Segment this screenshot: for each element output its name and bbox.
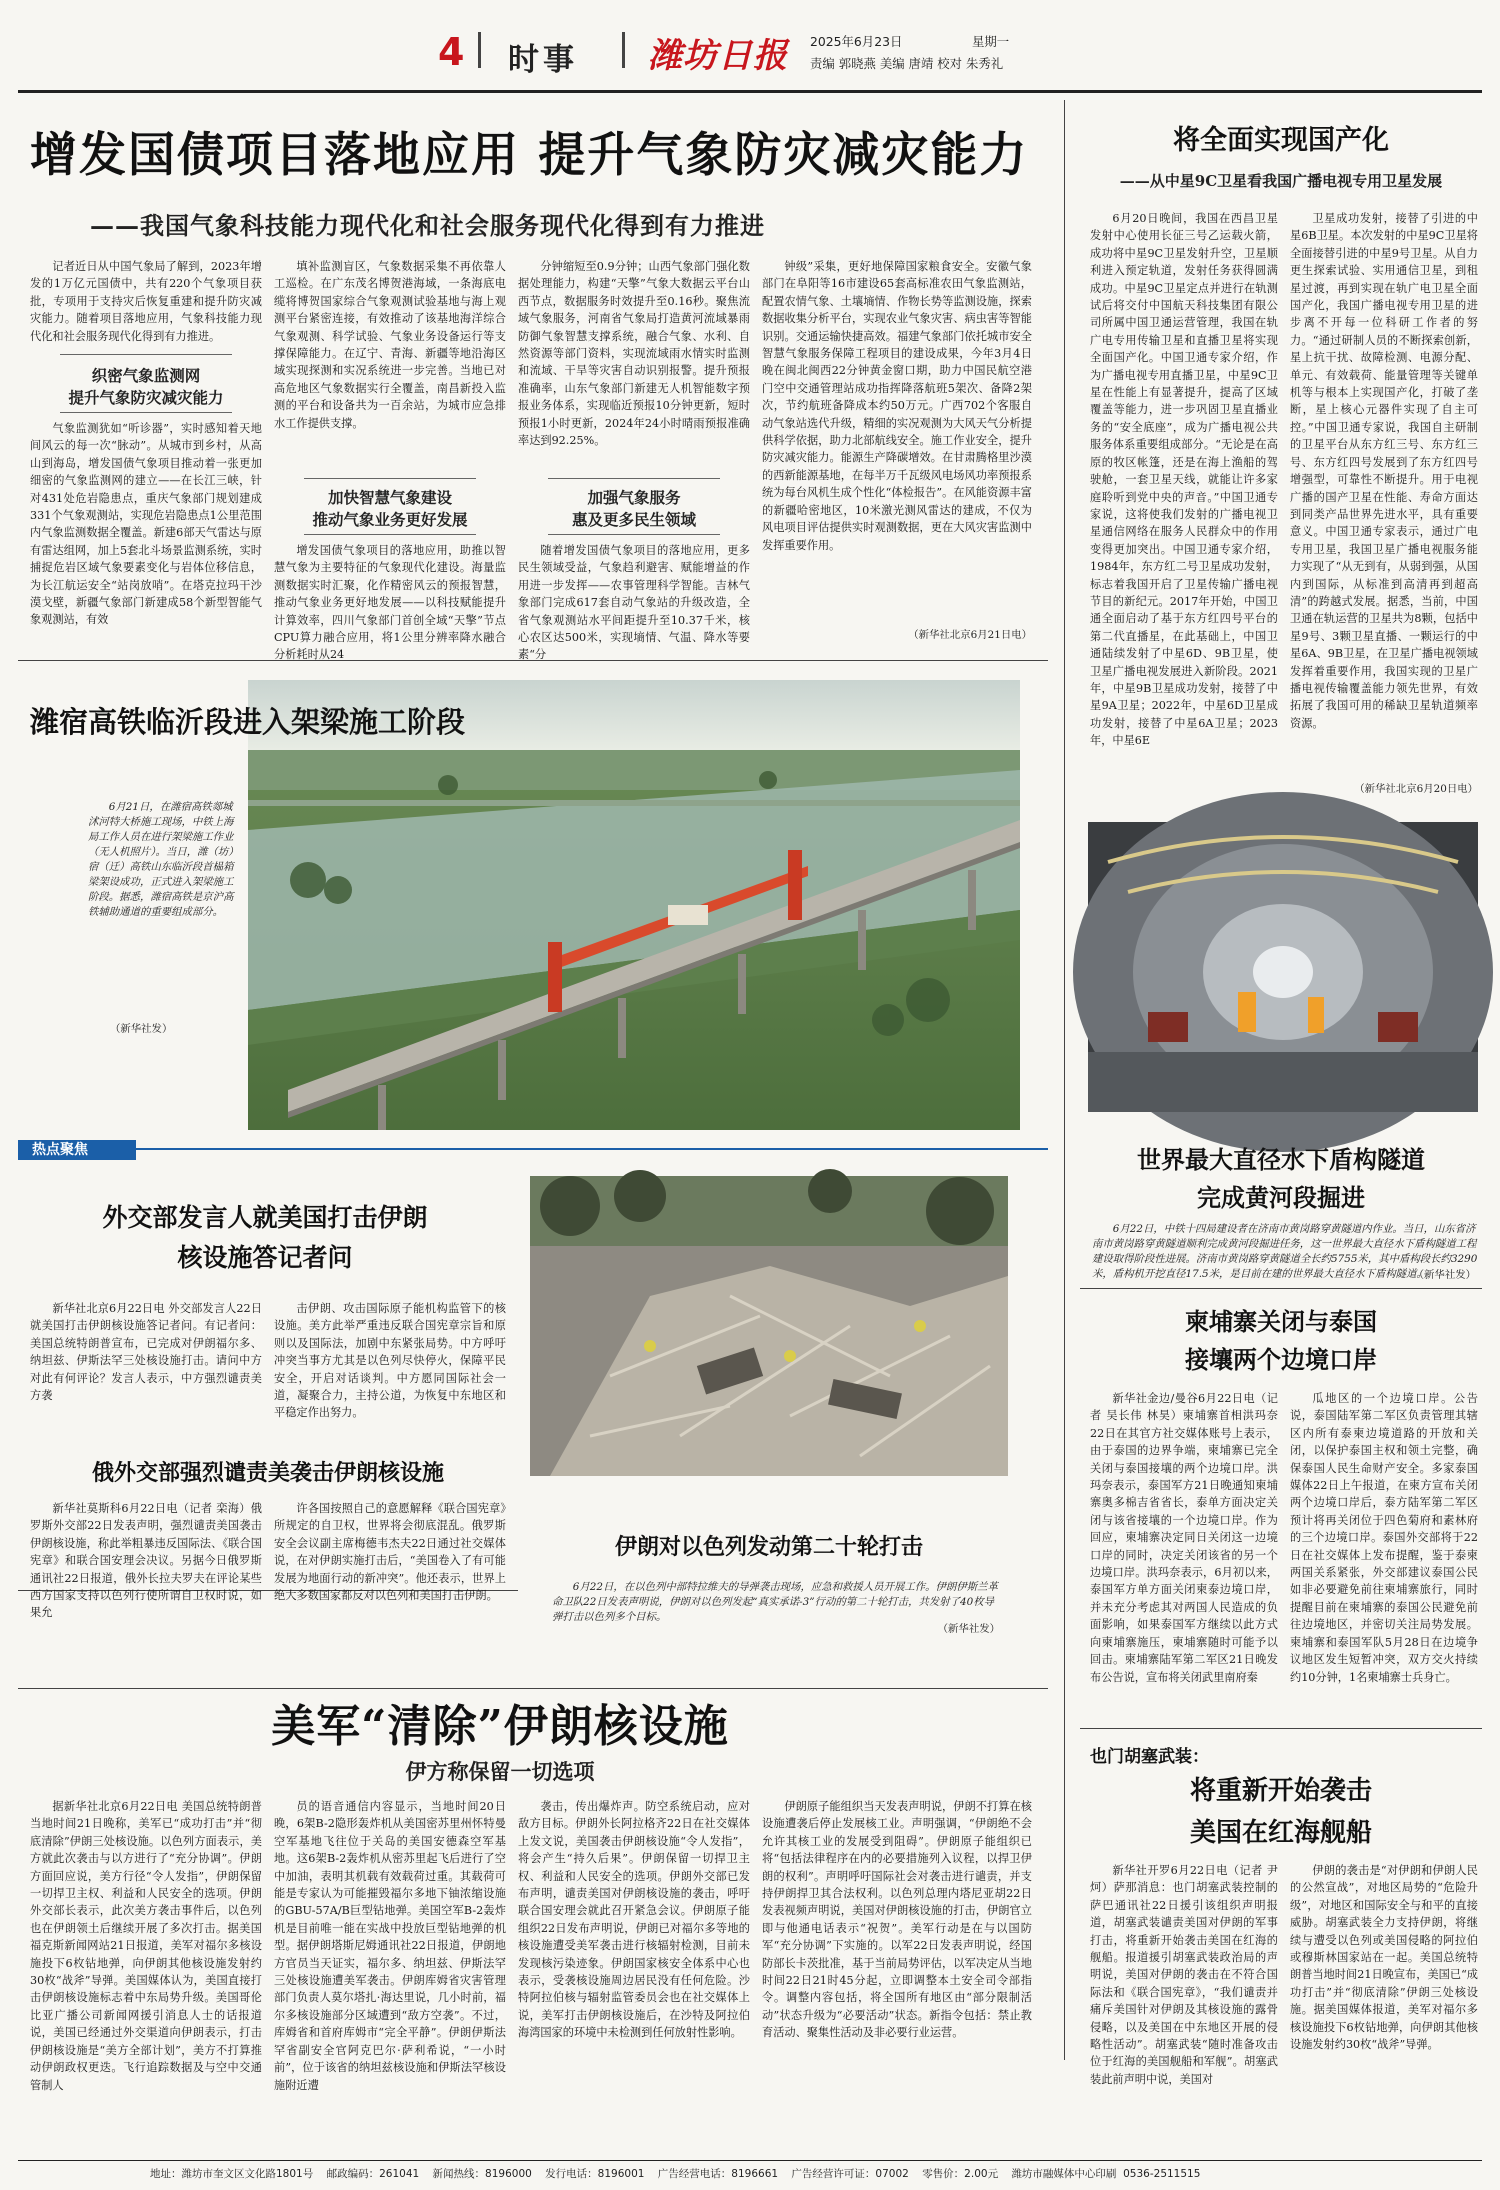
footer-ad-license: 广告经营许可证：07002 (791, 2168, 909, 2180)
section-rule (1080, 1288, 1482, 1289)
iran-strike-caption: 6月22日，在以色列中部特拉维夫的导弹袭击现场，应急和救援人员开展工作。伊朗伊斯兰革命卫队22日发表声明说，伊朗对以色列发起“真实承诺-3”行动的第二十轮打击，共发射了40枚导弹打击以色列多个目标。 (552, 1581, 998, 1623)
hsr-photo-title: 潍宿高铁临沂段进入架梁施工阶段 (30, 705, 466, 739)
tunnel-headline-line2: 完成黄河段掘进 (1197, 1183, 1365, 1212)
lead-body-col3: 随着增发国债气象项目的落地应用，更多民生领域受益，气象趋利避害、赋能增益的作用进一步发挥——农事管理科学智能。吉林气象部门完成617套自动气象站的升级改造，全省气象观测站水平间距提升至10.37千米，核心农区达500米，实现墒情、气温、降水等要素“分 (518, 544, 750, 662)
subsection-heading: 推动气象业务更好发展 (312, 510, 468, 529)
satellite-col2: 卫星成功发射，接替了引进的中星6B卫星。本次发射的中星9C卫星将全面接替引进的中星9号卫星。从自力更生探索试验、实用通信卫星，到租星过渡，再到实现在轨广电卫星全面国产化，我国广播电视专用卫星的进步离不开每一位科研工作者的努力。“通过研制人员的不断探索创新，星上抗干扰、故障检测、电源分配、单元、有效载荷、能量管理等关键单机等与根本上实现国产化，打破了垄断，星上核心元器件实现了自主可控。”中国卫通专家说，我国自主研制的卫星平台从东方红三号、东方红三号、东方红四号发展到了东方红四号增强型，可靠性不断提升。用于电视广播的国产卫星在性能、寿命方面达到同类产品世界先进水平，具有重要意义。中国卫通专家表示，通过广电专用卫星，我国卫星广播电视服务能力实现了“从无到有，从弱到强，从国内到国际，从标准到高清再到超高清”的跨越式发展。据悉，当前，中国卫通在轨运营的卫星共为8颗，包括中星9号、3颗卫星直播、一颗运行的中星6A、9B卫星，在卫星广播电视领域发挥着重要作用，我国实现的卫星广播电视传输覆盖能力领先世界，有效拓展了我国可用的稀缺卫星轨道频率资源。 (1290, 212, 1478, 730)
column-rule (1064, 100, 1065, 2060)
subsection-heading: 加强气象服务 (587, 488, 681, 507)
subsection-rule (60, 354, 232, 355)
footer-bar (150, 2166, 1450, 2181)
footer-printer-tel: 0536-2511515 (1123, 2168, 1201, 2180)
mfa-headline-line2: 核设施答记者问 (177, 1243, 353, 1272)
section-rule (1080, 1728, 1482, 1729)
satellite-col1: 6月20日晚间，我国在西昌卫星发射中心使用长征三号乙运载火箭，成功将中星9C卫星发射升空，卫星顺利进入预定轨道，发射任务获得圆满成功。中星9C卫星定点并进行在轨测试后将交付中国航天科技集团有限公司所属中国卫通运营管理，我国在轨广电专用传输卫星和直播卫星将实现全面国产化。中国卫通专家介绍，作为广播电视专用直播卫星，中星9C卫星在性能上有显著提升，提高了区域覆盖等能力，进一步巩固卫星直播业务的“安全底座”，成为广播电视公共服务体系重要组成部分。“无论是在高原的牧区帐篷，还是在海上渔船的驾驶舱，一套卫星天线，就能让许多家庭聆听到党中央的声音。”中国卫通专家说，这将使我们发射的广播电视卫星通信网络在服务人民群众中的作用变得更加突出。中国卫通专家介绍，1984年，东方红二号卫星成功发射，标志着我国开启了卫星传输广播电视节目的新纪元。2017年开始，中国卫通全面启动了基于东方红四号平台的第二代直播星，在此基础上，中国卫通陆续发射了中星6D、9B卫星，使卫星广播电视发展进入新阶段。2021年，中星9B卫星成功发射，接替了中星9A卫星；2022年，中星6D卫星成功发射，接替了中星6A卫星；2023年，中星6E (1090, 212, 1278, 748)
lead-intro: 记者近日从中国气象局了解到，2023年增发的1万亿元国债中，共有220个气象项目获批，专项用于支持灾后恢复重建和提升防灾减灾能力。随着项目落地应用，气象科技能力现代化和社会服务现代化得到有力推进。 (30, 260, 262, 343)
issue-weekday: 星期一 (972, 34, 1010, 49)
cambodia-col2: 瓜地区的一个边境口岸。公告说，泰国陆军第二军区负责管理其辖区内所有泰柬边境道路的开放和关闭，以保护泰国主权和领土完整，确保泰国人民生命财产安全。多家泰国媒体22日上午报道，在柬方宣布关闭两个边境口岸后，泰方陆军第二军区预计将再关闭位于四色菊府和素林府的三个边境口岸。泰国外交部将于22日在社交媒体上发布提醒，鉴于泰柬两国关系紧张，外交部建议泰国公民如非必要避免前往柬埔寨旅行，同时提醒目前在柬埔寨的泰国公民避免前往边境地区，并密切关注局势发展。柬埔寨和泰国军队5月28日在边境争议地区发生短暂冲突，双方交火持续约10分钟，1名柬埔寨士兵身亡。 (1290, 1392, 1478, 1684)
hsr-photo-caption: 6月21日，在潍宿高铁郯城沭河特大桥施工现场，中铁上海局工作人员在进行架梁施工作业（无人机照片）。当日，潍（坊）宿（迁）高铁山东临沂段首榀箱梁架设成功，正式进入架梁施工阶段。据悉，潍宿高铁是京沪高铁辅助通道的重要组成部分。 (88, 801, 239, 918)
iran-strike-credit: （新华社发） (937, 1623, 1000, 1635)
subsection-heading: 提升气象防灾减灾能力 (68, 388, 224, 407)
editorial-staff: 责编 郭晓燕 美编 唐靖 校对 朱秀礼 (810, 56, 1004, 71)
cambodia-headline-line1: 柬埔寨关闭与泰国 (1185, 1307, 1377, 1336)
footer-news-tel: 新闻热线：8196000 (432, 2168, 532, 2180)
yemen-col1: 新华社开罗6月22日电（记者 尹炣）萨那消息：也门胡塞武装控制的萨巴通讯社22日援引该组织声明报道，胡塞武装谴责美国对伊朗的军事打击，将重新开始袭击美国在红海的舰船。报道援引胡塞武装政治局的声明说，美国对伊朗的袭击在不符合国际法和《联合国宪章》，“我们谴责并痛斥美国针对伊朗及其核设施的露骨侵略，以及美国在中东地区开展的侵略性活动”。胡塞武装“随时准备攻击位于红海的美国舰船和军舰”。胡塞武装此前声明中说，美国对 (1090, 1864, 1278, 2086)
russia-body-col1: 新华社莫斯科6月22日电（记者 栾海）俄罗斯外交部22日发表声明，强烈谴责美国袭击伊朗核设施，称此举粗暴违反国际法、《联合国宪章》和联合国安理会决议。另据今日俄罗斯通讯社22日报道，俄外长拉夫罗夫在评论某些西方国家支持以色列行使所谓自卫权时说，如果允 (30, 1502, 262, 1620)
lead-body-col3-top: 分钟缩短至0.9分钟；山西气象部门强化数据处理能力，构建“天擎”气象大数据云平台山西节点，数据服务时效提升至0.16秒。聚焦流域气象服务，河南省气象局打造黄河流域暴雨防御气象智慧支撑系统，融合气象、水利、自然资源等部门资料，实现流域雨水情实时监测和流域、干旱等灾害自动识别报警。提升预报准确率，山东气象部门新建无人机智能数字预报业务体系，实现临近预报10分钟更新，短时预报1小时更新，2024年24小时晴雨预报准确率达到92.25%。 (518, 260, 750, 448)
lead-body-col1: 气象监测犹如“听诊器”，实时感知着天地间风云的每一次“脉动”。从城市到乡村，从高山到海岛，增发国债气象项目推动着一张更加细密的气象监测网的建立——在长江三峡，针对431处危岩隐患点，重庆气象部门规划建成331个气象观测站，实现危岩隐患点1公里范围内气象监测数据全覆盖。新建6部天气雷达与原有雷达组网，加上5套北斗场景监测系统，实时捕捉危岩区域气象要素变化与岩体位移信息，为长江航运安全“站岗放哨”。在塔克拉玛干沙漠戈壁，新疆气象部门新建成58个新型智能气象观测站，有效 (30, 422, 262, 627)
footer-dist-tel: 发行电话：8196001 (545, 2168, 645, 2180)
lead-body-col2-top: 填补监测盲区，气象数据采集不再依靠人工巡检。在广东茂名博贺港海域，一条海底电缆将博贺国家综合气象观测试验基地与海上观测平台紧密连接，有效推动了该基地海洋综合气象观测、科学试验、气象业务设备运行等支撑保障能力。在辽宁、青海、新疆等地沿海区域实现探测和实况系统进一步完善。当地已对高危地区气象数据实行全覆盖，南昌新投入监测的平台和设备共为一百余站，为城市应急排水工作提供支撑。 (274, 260, 506, 430)
lead-body-col2: 增发国债气象项目的落地应用，助推以智慧气象为主要特征的气象现代化建设。海量监测数据实时汇聚，化作精密风云的预报智慧，推动气象业务更好地发展——以科技赋能提升计算效率，四川气象部门首创全域“天擎”节点CPU算力融合应用，将1公里分辨率降水融合分析耗时从24 (274, 544, 506, 662)
satellite-source: （新华社北京6月20日电） (1354, 783, 1478, 795)
footer-price: 零售价：2.00元 (922, 2168, 999, 2180)
yemen-headline-line2: 美国在红海舰船 (1189, 1818, 1372, 1848)
strike-scene-illustration (530, 1176, 1008, 1476)
mfa-body-col1: 新华社北京6月22日电 外交部发言人22日就美国打击伊朗核设施答记者问。有记者问：美国总统特朗普宣布，已完成对伊朗福尔多、纳坦兹、伊斯法罕三处核设施打击。请问中方对此有何评论？发言人表示，中方强烈谴责美方袭 (30, 1302, 262, 1403)
masthead (0, 0, 1500, 92)
strike-scene-photo (530, 1176, 1008, 1476)
us-strike-col3: 袭击，传出爆炸声。防空系统启动，应对敌方目标。伊朗外长阿拉格齐22日在社交媒体上发文说，美国袭击伊朗核设施“令人发指”，将会产生“持久后果”。伊朗保留一切捍卫主权、利益和人民安全的选项。伊朗外交部已发布声明，谴责美国对伊朗核设施的袭击，呼吁联合国安理会就此召开紧急会议。伊朗原子能组织22日发布声明说，伊朗已对福尔多等地的核设施遭受美军袭击进行核辐射检测，目前未发现核污染迹象。伊朗国家核安全体系中心也表示，受袭核设施周边居民没有任何危险。沙特阿拉伯核与辐射监管委员会也在社交媒体上说，美军打击伊朗核设施后，在沙特及阿拉伯海湾国家的环境中未检测到任何放射性影响。 (518, 1800, 750, 2040)
lead-subhead: ——我国气象科技能力现代化和社会服务现代化得到有力推进 (90, 211, 765, 240)
subsection-rule (304, 478, 476, 479)
hsr-photo-credit: （新华社发） (110, 1023, 173, 1035)
hot-focus-tag: 热点聚焦 (18, 1140, 136, 1160)
mfa-headline-line1: 外交部发言人就美国打击伊朗 (102, 1203, 428, 1232)
section-rule (18, 1148, 1048, 1150)
lead-body-col4: 钟级”采集，更好地保障国家粮食安全。安徽气象部门在阜阳等16市建设65套高标准农田气象监测站，配置农情气象、土壤墒情、作物长势等监测设施，探索数据收集分析平台，实现农业气象灾害、病虫害等智能识别。交通运输快捷高效。福建气象部门依托城市安全智慧气象服务保障工程项目的建设成果，今年3月4日晚在闽北闽西22分钟黄金窗口期，助力中国民航空港门空中交通管理站成功指挥降落航班5架次、备降2架次，节约航班备降成本约50万元。广西702个客服自动气象站选代升级，精细的实况观测为大风天气分析提供科学依据，助力北部航线安全。施工作业安全，提升防灾减灾能力。能源生产降碳增效。在甘肃腾格里沙漠的西新能源基地，在每半万千瓦级风电场风功率预报系统为每台风机生成个性化“体检报告”。在风能资源丰富的新疆哈密地区，10米激光测风雷达的建成，不仅为风电项目评估提供实时观测数据，更在大风灾害监测中发挥重要作用。 (762, 260, 1032, 552)
subsection-heading: 加快智慧气象建设 (327, 488, 452, 507)
masthead-divider (478, 32, 481, 68)
hsr-bridge-photo (248, 680, 1020, 1130)
tunnel-credit: （新华社发） (1413, 1269, 1476, 1281)
tunnel-caption: 6月22日，中铁十四局建设者在济南市黄岗路穿黄隧道内作业。当日，山东省济南市黄岗路穿黄隧道顺利完成黄河段掘进任务，这一世界最大直径水下盾构隧道工程建设取得阶段性进展。济南市黄岗路穿黄隧道全长约5755米，其中盾构段长约3290米，盾构机开挖直径17.5米，是目前在建的世界最大直径水下盾构隧道。 (1092, 1223, 1478, 1280)
masthead-rule (18, 90, 1482, 93)
footer-rule (18, 2160, 1482, 2161)
paper-logo: 潍坊日报 (648, 36, 788, 76)
yemen-col2: 伊朗的袭击是“对伊朗和伊朗人民的公然宣战”，对地区局势的“危险升级”，对地区和国际安全与和平的直接威胁。胡塞武装全力支持伊朗，将继续与遭受以色列或美国侵略的阿拉伯或穆斯林国家站在一起。美国总统特朗普当地时间21日晚宣布，美国已“成功打击”并“彻底清除”伊朗三处核设施。据美国媒体报道，美军对福尔多核设施投下6枚钻地弹，向伊朗其他核设施发射约30枚“战斧”导弹。 (1290, 1864, 1478, 2052)
cambodia-headline-line2: 接壤两个边境口岸 (1185, 1345, 1377, 1374)
footer-printer: 潍坊市融媒体中心印刷 (1011, 2168, 1117, 2180)
subsection-rule (304, 534, 476, 535)
masthead-divider (622, 32, 625, 68)
tunnel-photo (1088, 822, 1478, 1112)
tunnel-illustration (1088, 822, 1478, 1112)
satellite-headline: 将全面实现国产化 (1173, 125, 1389, 156)
issue-date: 2025年6月23日 (810, 34, 903, 49)
russia-headline: 俄外交部强烈谴责美袭击伊朗核设施 (91, 1460, 444, 1486)
subsection-rule (60, 412, 232, 413)
footer-postcode: 邮政编码：261041 (326, 2168, 420, 2180)
subsection-rule (548, 478, 720, 479)
us-strike-col4: 伊朗原子能组织当天发表声明说，伊朗不打算在核设施遭袭后停止发展核工业。声明强调，“伊朗绝不会允许其核工业的发展受到阻碍”。伊朗原子能组织已将“包括法律程序在内的必要措施列入议程，以捍卫伊朗的权利”。声明呼吁国际社会对袭击进行谴责，并支持伊朗捍卫其合法权利。以色列总理内塔尼亚胡22日发表视频声明说，美国对伊朗核设施的打击，伊朗官立即与他通电话表示“祝贺”。美军行动是在与以国防军“充分协调”下实施的。以军22日发表声明说，经国防部长卡茨批准，基于当前局势评估，以军决定从当地时间22日21时45分起，立即调整本土安全司令部指令。调整内容包括，将全国所有地区由“部分限制活动”状态升级为“必要活动”状态。新指令包括：禁止教育活动、聚集性活动及非必要行业运营。 (762, 1800, 1032, 2040)
yemen-headline-line1: 将重新开始袭击 (1189, 1776, 1372, 1806)
subsection-heading: 惠及更多民生领域 (571, 510, 696, 529)
us-strike-subhead: 伊方称保留一切选项 (405, 1759, 595, 1784)
section-rule (18, 1688, 1048, 1689)
lead-source: （新华社北京6月21日电） (908, 629, 1032, 641)
satellite-subhead: ——从中星9C卫星看我国广播电视专用卫星发展 (1119, 172, 1443, 190)
us-strike-col1: 据新华社北京6月22日电 美国总统特朗普当地时间21日晚称，美军已“成功打击”并“彻底清除”伊朗三处核设施。以色列方面表示，美方就此次袭击与以方进行了“充分协调”。伊朗方面回应说，美方行径“令人发指”，伊朗保留一切捍卫主权、利益和人民安全的选项。伊朗外交部长表示，此次美方袭击事件后，以色列也在伊朗领土后继续开展了多次打击。据美国福克斯新闻网站21日报道，美军对福尔多核设施投下6枚钻地弹，向伊朗其他核设施发射约30枚“战斧”导弹。美国媒体认为，美国直接打击伊朗核设施标志着中东局势升级。美国哥伦比亚广播公司新闻网援引消息人士的话报道说，美国已经通过外交渠道向伊朗表示，打击伊朗核设施是“美方全部计划”，美方不打算推动伊朗政权更迭。飞行追踪数据及与空中交通管制人 (30, 1800, 262, 2092)
lead-headline: 增发国债项目落地应用 提升气象防灾减灾能力 (30, 128, 1029, 183)
russia-body-col2: 许各国按照自己的意愿解释《联合国宪章》所规定的自卫权，世界将会彻底混乱。俄罗斯安全会议副主席梅德韦杰夫22日通过社交媒体说，在对伊朗实施打击后，“美国卷入了有可能发展为地面行动的新冲突”。他还表示，世界上绝大多数国家都反对以色列和美国打击伊朗。 (274, 1502, 506, 1603)
yemen-kicker: 也门胡塞武装： (1090, 1747, 1209, 1767)
tunnel-headline-line1: 世界最大直径水下盾构隧道 (1137, 1145, 1425, 1174)
cambodia-col1: 新华社金边/曼谷6月22日电（记者 吴长伟 林昊）柬埔寨首相洪玛奈22日在其官方社交媒体账号上表示，由于泰国的边界争端，柬埔寨已完全关闭与泰国接壤的两个边境口岸。洪玛奈表示，泰国军方21日晚通知柬埔寨奥多棉吉省省长，泰单方面决定关闭与该省接壤的一个边境口岸。作为回应，柬埔寨决定同日关闭这一边境口岸的同时，决定关闭该省的另一个边境口岸。洪玛奈表示，6月初以来，泰国军方单方面关闭柬泰边境口岸，并未充分考虑其对两国人民造成的负面影响，如果泰国军方继续以此方式向柬埔寨施压，柬埔寨随时可能予以回击。柬埔寨陆军第二军区21日晚发布公告说，宣布将关闭武里南府秦 (1090, 1392, 1278, 1684)
us-strike-headline: 美军“清除”伊朗核设施 (271, 1701, 729, 1752)
mfa-body-col2: 击伊朗、攻击国际原子能机构监管下的核设施。美方此举严重违反联合国宪章宗旨和原则以及国际法，加剧中东紧张局势。中方呼吁冲突当事方尤其是以色列尽快停火，保障平民安全，开启对话谈判。中方愿同国际社会一道，凝聚合力，主持公道，为恢复中东地区和平稳定作出努力。 (274, 1302, 506, 1420)
hsr-bridge-illustration (248, 680, 1020, 1130)
subsection-heading: 织密气象监测网 (91, 366, 201, 385)
footer-address: 地址：潍坊市奎文区文化路1801号 (150, 2168, 314, 2180)
us-strike-col2: 员的语音通信内容显示，当地时间20日晚，6架B-2隐形轰炸机从美国密苏里州怀特曼空军基地飞往位于关岛的美国安德森空军基地。这6架B-2轰炸机从密苏里起飞后进行了空中加油，表明其机载有效载荷过重。其载荷可能是专家认为可能摧毁福尔多地下铀浓缩设施的GBU-57A/B巨型钻地弹。美国空军B-2轰炸机是目前唯一能在实战中投放巨型钻地弹的机型。据伊朗塔斯尼姆通讯社22日报道，伊朗地方官员当天证实，福尔多、纳坦兹、伊斯法罕三处核设施遭美军袭击。伊朗库姆省灾害管理部门负责人莫尔塔扎·海达里说，几小时前，福尔多核设施部分区域遭到“敌方空袭”。不过，库姆省和首府库姆市“完全平静”。伊朗伊斯法罕省副安全官阿克巴尔·萨利希说，“一小时前”，位于该省的纳坦兹核设施和伊斯法罕核设施附近遭 (274, 1800, 506, 2092)
iran-strike-headline: 伊朗对以色列发动第二十轮打击 (614, 1534, 923, 1560)
page-number: 4 (438, 30, 465, 74)
subsection-rule (548, 534, 720, 535)
section-name: 时事 (508, 42, 578, 78)
footer-ad-tel: 广告经营电话：8196661 (657, 2168, 779, 2180)
